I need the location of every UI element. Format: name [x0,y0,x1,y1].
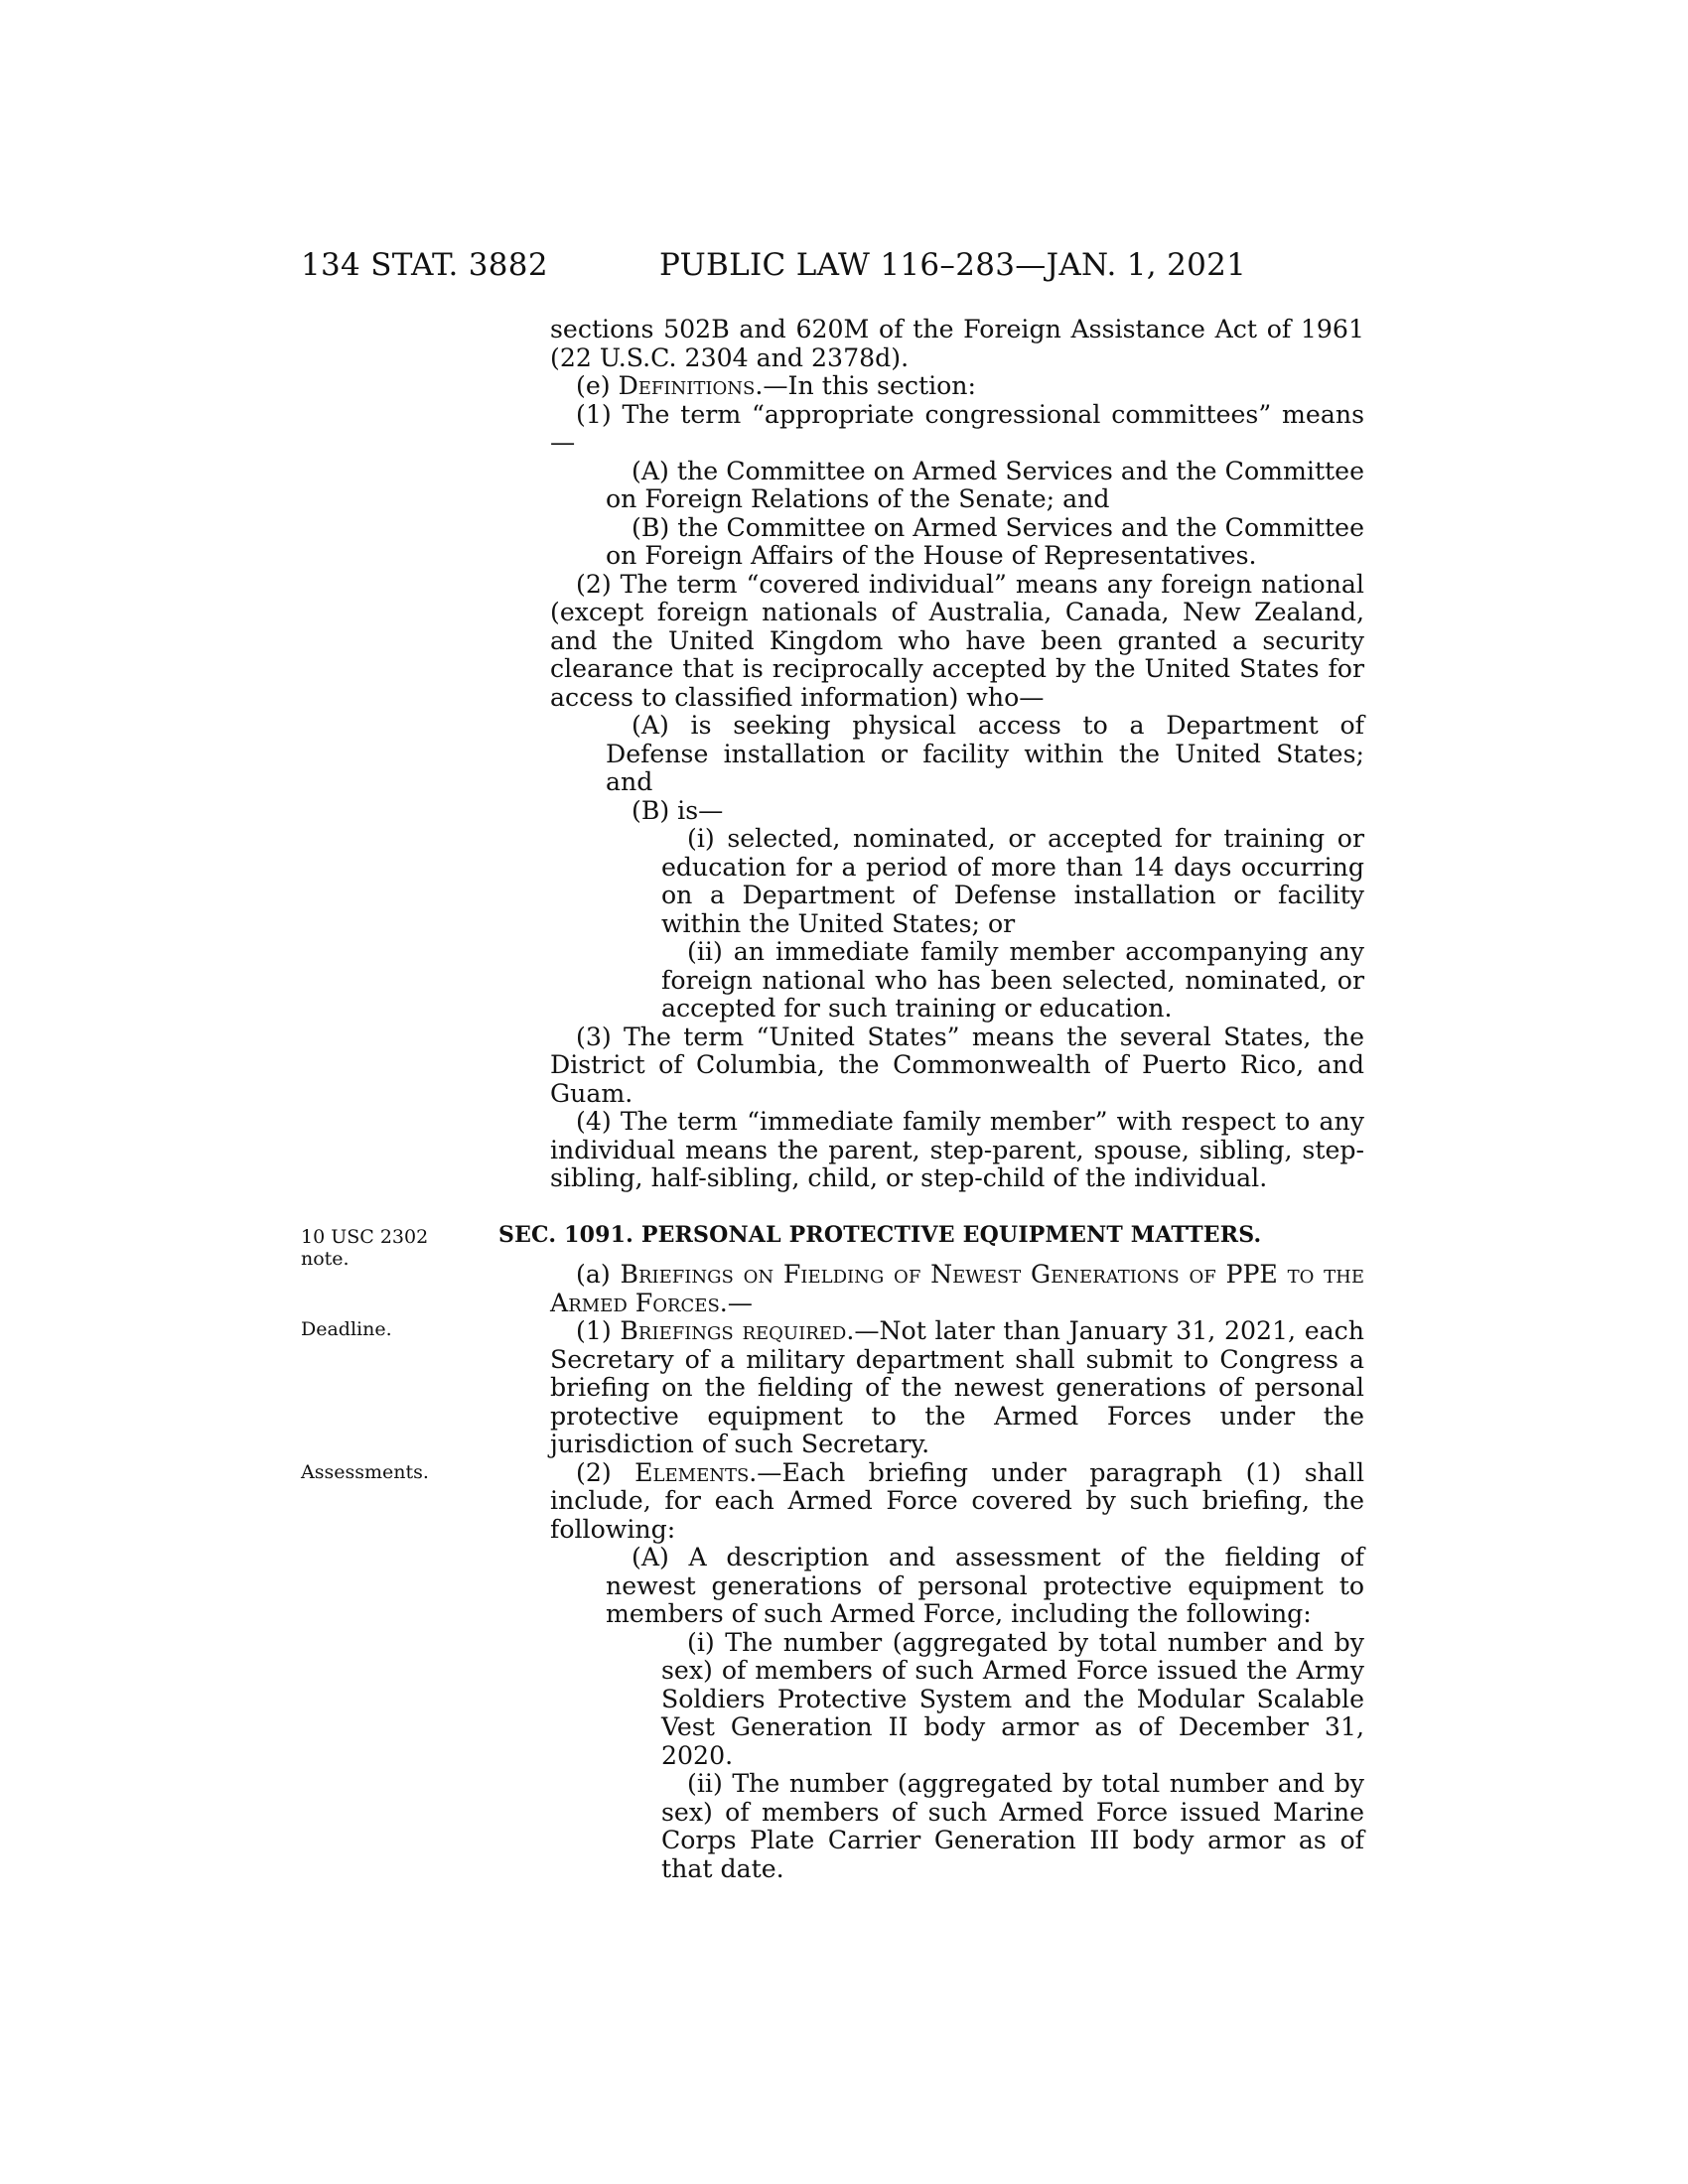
margin-note-assessments: Assessments. [301,1461,429,1483]
clause-a-2-A-i: (i) The number (aggregated by total number and by sex) of members of such Armed Force issued the Army Soldiers Protective System and the Modular Scalable Vest Generation II body armor as of December 31, 2020. [661,1627,1364,1770]
definition-1-a: (A) the Committee on Armed Services and the Committee on Foreign Relations of the Senate; and [606,456,1364,513]
paragraph-a-1 [550,1317,1364,1459]
definition-3: (3) The term “United States” means the several States, the District of Columbia, the Commonwealth of Puerto Rico, and Guam. [550,1022,1364,1108]
paragraph-a-2-label: (2) [576,1457,635,1487]
paragraph-a-2 [550,1459,1364,1545]
paragraph-a-1-text: .—Not later than January 31, 2021, each Secretary of a military department shall submit to Congress a briefing on the fielding of the newest generations of personal protective equipment to the Armed Forces under the jurisdiction of such Secretary. [550,1316,1365,1458]
definition-2-b-i: (i) selected, nominated, or accepted for training or education for a period of more than 14 days occurring on a Department of Defense installation or facility within the United States; or [661,824,1364,938]
subsection-a-heading: Briefings on Fielding of Newest Generations of PPE to the Armed Forces [550,1260,1364,1317]
paragraph-a-2-heading: Elements [634,1457,750,1487]
subsection-a [550,1261,1364,1317]
subsection-e [550,372,1364,401]
margin-note-citation-line1: 10 USC 2302 [301,1226,429,1248]
statute-body [498,315,1365,1883]
subsection-e-label: (e) [576,371,619,400]
subsection-a-text: .— [719,1288,753,1317]
definition-1: (1) The term “appropriate congressional committees” means— [550,399,1364,457]
subsection-a-label: (a) [576,1260,621,1289]
margin-note-deadline: Deadline. [301,1318,392,1340]
running-head-title: PUBLIC LAW 116–283—JAN. 1, 2021 [659,247,1247,283]
margin-note-citation-line2: note. [301,1248,350,1270]
subsection-e-text: .—In this section: [755,371,977,400]
definition-2-b: (B) is— [632,795,724,825]
margin-note-citation [301,1226,428,1270]
statute-page-number: 134 STAT. 3882 [301,247,548,283]
definition-2-b-ii: (ii) an immediate family member accompanying any foreign national who has been selected, nominated, or accepted for such training or education. [661,937,1364,1023]
paragraph-a-1-label: (1) [576,1316,621,1345]
paragraph-continuation: sections 502B and 620M of the Foreign Assistance Act of 1961 (22 U.S.C. 2304 and 2378d). [550,315,1364,372]
clause-a-2-A-ii: (ii) The number (aggregated by total number and by sex) of members of such Armed Force issued Marine Corps Plate Carrier Generation III body armor as of that date. [661,1769,1364,1883]
paragraph-a-2-text: .—Each briefing under paragraph (1) shall include, for each Armed Force covered by such briefing, the following: [550,1457,1365,1544]
subsection-e-heading: Definitions [618,371,756,400]
subparagraph-a-2-A: (A) A description and assessment of the fielding of newest generations of personal protective equipment to members of such Armed Force, including the following: [606,1543,1364,1628]
definition-2: (2) The term “covered individual” means any foreign national (except foreign nationals of Australia, Canada, New Zealand, and the United Kingdom who have been granted a security clearance that is reciprocally accepted by the United States for access to classified information) who— [550,569,1364,712]
section-heading: SEC. 1091. PERSONAL PROTECTIVE EQUIPMENT MATTERS. [498,1221,1262,1248]
definition-4: (4) The term “immediate family member” with respect to any individual means the parent, step-parent, spouse, sibling, step-sibling, half-sibling, child, or step-child of the individual. [550,1107,1364,1192]
paragraph-a-1-heading: Briefings required [620,1316,847,1345]
definition-1-b: (B) the Committee on Armed Services and the Committee on Foreign Affairs of the House of Representatives. [606,512,1364,570]
definition-2-a: (A) is seeking physical access to a Department of Defense installation or facility within the United States; and [606,711,1364,796]
